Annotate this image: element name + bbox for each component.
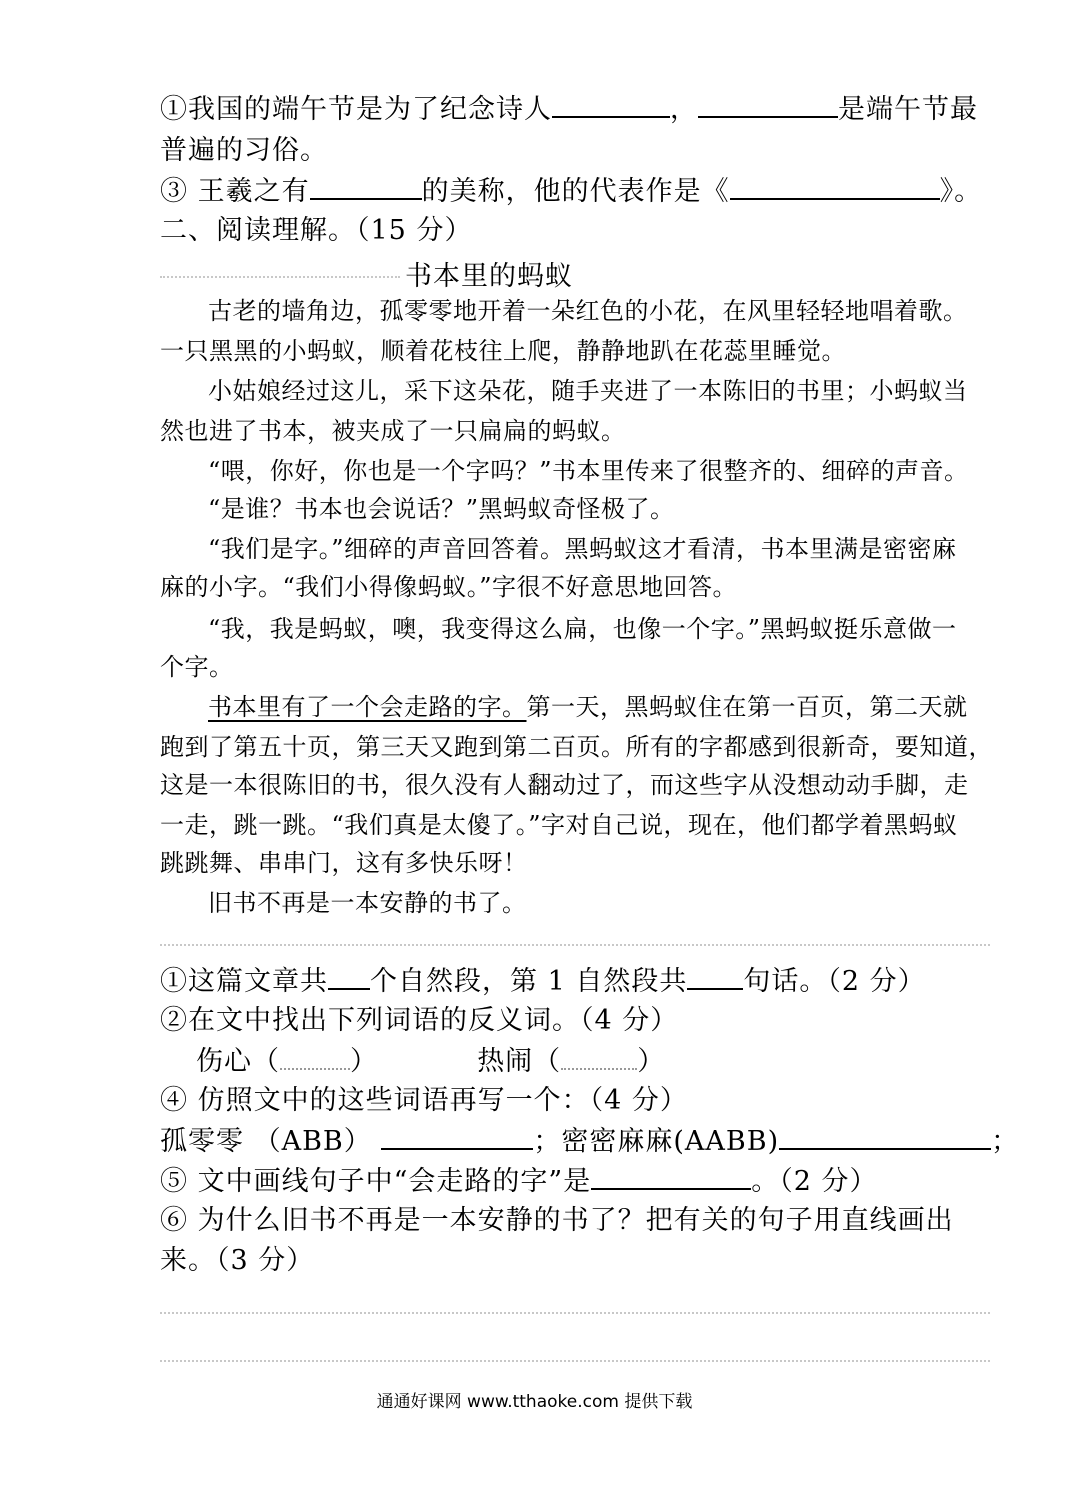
passage-line: 一只黑黑的小蚂蚁，顺着花枝往上爬，静静地趴在花蕊里睡觉。 — [160, 337, 846, 365]
answer-blank[interactable] — [687, 964, 743, 990]
passage-line: “是谁？书本也会说话？”黑蚂蚁奇怪极了。 — [208, 495, 675, 523]
dotted-guide — [160, 276, 400, 278]
question-5: ⑤ 文中画线句子中“会走路的字”是 。（2 分） — [160, 1166, 878, 1197]
question-6-line2: 来。（3 分） — [160, 1245, 315, 1276]
answer-blank[interactable] — [552, 92, 670, 118]
answer-blank[interactable] — [698, 92, 838, 118]
passage-line: 小姑娘经过这儿，采下这朵花，随手夹进了一本陈旧的书里；小蚂蚁当 — [208, 377, 968, 405]
answer-blank[interactable] — [381, 1124, 533, 1150]
answer-dotted-line[interactable] — [160, 1312, 990, 1314]
passage-line: 麻的小字。“我们小得像蚂蚁。”字很不好意思地回答。 — [160, 573, 738, 601]
page-footer: 通通好课网 www.tthaoke.com 提供下载 — [376, 1392, 693, 1412]
question-4: ④ 仿照文中的这些词语再写一个：（4 分） — [160, 1085, 688, 1116]
passage-line: 古老的墙角边，孤零零地开着一朵红色的小花，在风里轻轻地唱着歌。 — [208, 297, 968, 325]
passage-line: 然也进了书本，被夹成了一只扁扁的蚂蚁。 — [160, 417, 626, 445]
passage-line: “我，我是蚂蚁，噢，我变得这么扁，也像一个字。”黑蚂蚁挺乐意做一 — [208, 615, 957, 643]
answer-blank[interactable] — [310, 174, 422, 200]
underlined-sentence: 书本里有了一个会走路的字。 — [208, 693, 527, 721]
answer-blank[interactable] — [561, 1044, 637, 1070]
passage-line: 跑到了第五十页，第三天又跑到第二百页。所有的字都感到很新奇，要知道， — [160, 733, 993, 761]
passage-line: 跳跳舞、串串门，这有多快乐呀！ — [160, 849, 528, 877]
section-heading: 二、阅读理解。（15 分） — [160, 215, 473, 246]
passage-line: “喂，你好，你也是一个字吗？”书本里传来了很整齐的、细碎的声音。 — [208, 457, 969, 485]
passage-line: 个字。 — [160, 653, 234, 681]
fill-question-1-line2: 普遍的习俗。 — [160, 135, 328, 166]
question-4-items: 孤零零 （ABB） ；密密麻麻(AABB) ； — [160, 1126, 1020, 1157]
answer-dotted-line[interactable] — [160, 1360, 990, 1362]
passage-line: “我们是字。”细碎的声音回答着。黑蚂蚁这才看清，书本里满是密密麻 — [208, 535, 957, 563]
fill-question-1-line1: ①我国的端午节是为了纪念诗人 ， 是端午节最 — [160, 94, 978, 125]
answer-blank[interactable] — [591, 1164, 751, 1190]
answer-blank[interactable] — [730, 174, 940, 200]
passage-line: 一走，跳一跳。“我们真是太傻了。”字对自己说，现在，他们都学着黑蚂蚁 — [160, 811, 958, 839]
passage-line: 书本里有了一个会走路的字。第一天，黑蚂蚁住在第一百页，第二天就 — [208, 693, 968, 721]
answer-blank[interactable] — [779, 1124, 991, 1150]
answer-blank[interactable] — [328, 964, 370, 990]
passage-line: 这是一本很陈旧的书，很久没有人翻动过了，而这些字从没想动动手脚，走 — [160, 771, 969, 799]
question-2: ②在文中找出下列词语的反义词。（4 分） — [160, 1005, 679, 1036]
question-6-line1: ⑥ 为什么旧书不再是一本安静的书了？把有关的句子用直线画出 — [160, 1205, 954, 1236]
question-2-words: 伤心（ ） 热闹（ ） — [196, 1046, 666, 1077]
passage-line: 旧书不再是一本安静的书了。 — [208, 889, 527, 917]
question-1: ①这篇文章共 个自然段，第 1 自然段共 句话。（2 分） — [160, 966, 926, 997]
answer-blank[interactable] — [280, 1044, 350, 1070]
fill-question-3: ③ 王羲之有 的美称，他的代表作是《 》。 — [160, 176, 983, 207]
passage-title: 书本里的蚂蚁 — [405, 261, 573, 292]
dotted-guide — [160, 944, 990, 946]
